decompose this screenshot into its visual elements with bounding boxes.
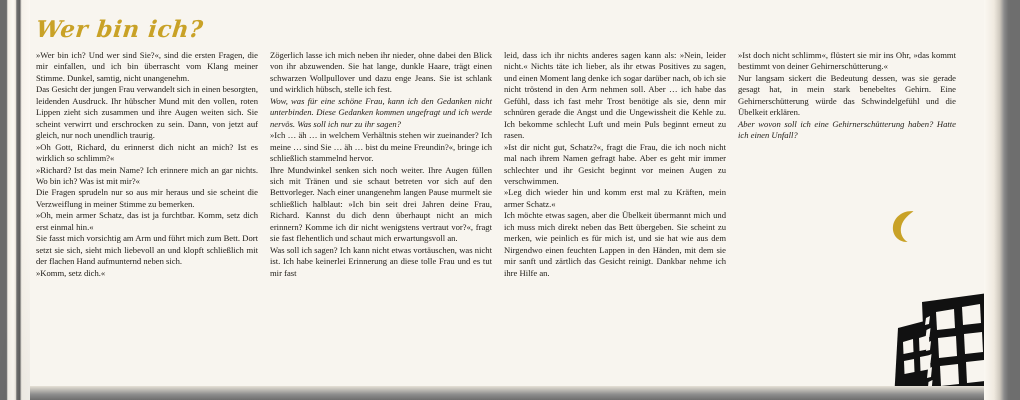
paragraph: Was soll ich sagen? Ich kann nicht etwas vortäuschen, was nicht ist. Ich habe keinerlei Erinnerung an diese tolle Frau und es tut mir fast: [270, 244, 492, 278]
book-spine-left: [0, 0, 30, 400]
paragraph: Zögerlich lasse ich mich neben ihr nieder, ohne dabei den Blick von ihr abzuwenden. Sie hat lange, dunkle Haare, trägt einen schwarzen Wollpullover und dazu enge Jeans. Sie ist schlank und wirklich hübsch, stelle ich fest.: [270, 50, 492, 95]
paragraph: Ihre Mundwinkel senken sich noch weiter. Ihre Augen füllen sich mit Tränen und sie schaut betreten vor sich auf den Bettvorleger. Nach einer unangenehm langen Pause murmelt sie schließlich halblaut: »Ich bin seit drei Jahren deine Frau, Richard. Kannst du dich denn überhaupt nicht an mich erinnern? Komme ich dir nicht wenigstens vertraut vor?«, fragt sie fast flehentlich und schaut mich erwartungsvoll an.: [270, 164, 492, 244]
paragraph: »Ich … äh … in welchem Verhältnis stehen wir zueinander? Ich meine … sind Sie … äh … bist du meine Freundin?«, bringe ich schließlich stammelnd hervor.: [270, 130, 492, 164]
paragraph: »Oh Gott, Richard, du erinnerst dich nicht an mich? Ist es wirklich so schlimm?«: [36, 141, 258, 164]
page-title: Wer bin ich?: [34, 16, 205, 43]
paragraph: »Leg dich wieder hin und komm erst mal zu Kräften, mein armer Schatz.«: [504, 187, 726, 209]
paragraph: Das Gesicht der jungen Frau verwandelt sich in einen besorgten, leidenden Ausdruck. Ihr hübscher Mund mit den vollen, roten Lippen zieht sich zusammen und ihre Augen weiten sich. Sie scheint verwirrt und erschrocken zu sein. Dann, von jetzt auf gleich, nur noch unendlich traurig.: [36, 84, 258, 141]
paragraph: »Wer bin ich? Und wer sind Sie?«, sind die ersten Fragen, die mir einfallen, und ich bin überrascht vom Klang meiner Stimme. Dunkel, samtig, nicht unangenehm.: [36, 50, 258, 83]
paragraph: »Oh, mein armer Schatz, das ist ja furchtbar. Komm, setz dich erst einmal hin.«: [36, 210, 258, 232]
text-column-2: [270, 50, 492, 279]
text-column-3: [504, 50, 726, 279]
paragraph: Die Fragen sprudeln nur so aus mir heraus und sie scheint die Verzweiflung in meiner Stimme zu bemerken.: [36, 187, 258, 209]
paragraph-italic: Wow, was für eine schöne Frau, kann ich den Gedanken nicht unterbinden. Diese Gedanken kommen ungefragt und ich werde nervös. Was soll ich nur zu ihr sagen?: [270, 95, 492, 129]
book-edge-right: [1010, 0, 1020, 400]
page-bottom-shadow: [28, 386, 992, 400]
crescent-moon-icon: [886, 208, 922, 244]
paragraph: »Richard? Ist das mein Name? Ich erinnere mich an gar nichts. Wo bin ich? Was ist mit mir?«: [36, 164, 258, 186]
paragraph: »Komm, setz dich.«: [36, 267, 106, 278]
paragraph: leid, dass ich ihr nichts anderes sagen kann als: »Nein, leider nicht.« Nichts täte ich lieber, als ihr etwas Positives zu sagen, und einen Moment lang denke ich sogar darüber nach, ob ich sie nicht tröstend in den Arm nehmen soll. Aber … ich habe das Gefühl, dass ich fast mehr Trost benötige als sie, denn mir schnüren gerade die Angst und die Ungewissheit die Kehle zu. Ich bekomme schlecht Luft und mein Puls beginnt erneut zu rasen.: [504, 50, 726, 141]
paragraph: »Ist dir nicht gut, Schatz?«, fragt die Frau, die ich noch nicht mal nach ihrem Namen gefragt habe. Aber es geht mir immer schlechter und ihr Gesicht beginnt vor meinen Augen zu verschwimmen.: [504, 141, 726, 186]
paragraph: Ich möchte etwas sagen, aber die Übelkeit übermannt mich und ich muss mich direkt neben das Bett übergeben. Sie scheint zu merken, wie peinlich es für mich ist, und sie hat wie aus dem Nirgendwo einen feuchten Lappen in den Händen, mit dem sie mir sanft und zärtlich das Gesicht reinigt. Dankbar nehme ich ihre Hilfe an.: [504, 210, 726, 278]
page-surface: [28, 0, 992, 388]
city-buildings-silhouette: [892, 288, 992, 388]
paragraph: Sie fasst mich vorsichtig am Arm und führt mich zum Bett. Dort setzt sie sich, sieht mich liebevoll an und klopft schließlich mit der flachen Hand aufmunternd neben sich.: [36, 233, 258, 267]
text-column-1: [36, 50, 258, 279]
paragraph: »Ist doch nicht schlimm«, flüstert sie mir ins Ohr, »das kommt bestimmt von deiner Gehirnerschütterung.«: [738, 50, 956, 72]
text-column-4: [738, 50, 956, 142]
paragraph-italic: Aber wovon soll ich eine Gehirnerschütterung haben? Hatte ich einen Unfall?: [738, 118, 956, 141]
paragraph: Nur langsam sickert die Bedeutung dessen, was sie gerade gesagt hat, in mein stark benebeltes Gehirn. Eine Gehirnerschütterung würde das Schwindelgefühl und die Übelkeit erklären.: [738, 72, 956, 118]
text-columns: [36, 50, 984, 380]
